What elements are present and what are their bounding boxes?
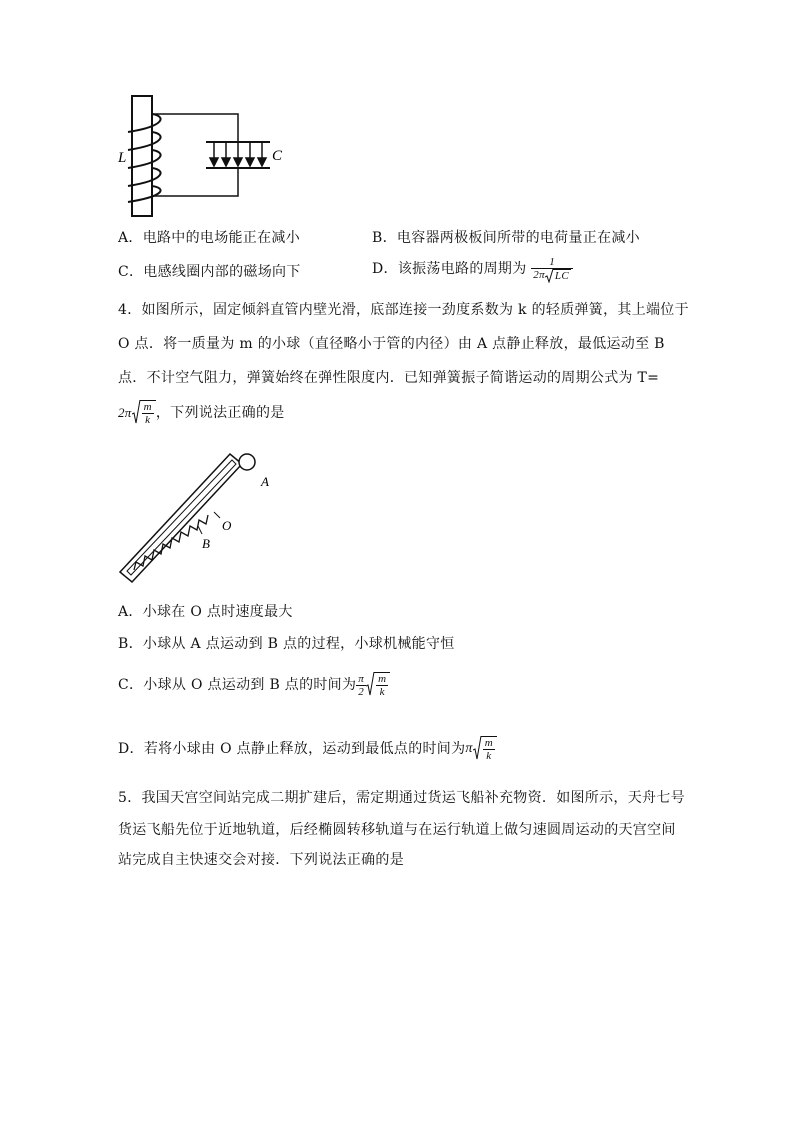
pi-over-two: $\frac{\pi}{2}$ — [358, 672, 365, 698]
q4-option-c-prefix: C．小球从 O 点运动到 B 点的时间为 — [118, 677, 357, 693]
q5-line-1: 5．我国天宫空间站完成二期扩建后，需定期通过货运飞船补充物资．如图所示，天舟七号 — [118, 790, 685, 806]
root-m-over-k: $\frac{m}{k}$ — [366, 672, 390, 698]
label-o: O — [222, 518, 232, 533]
q4-line-1: 4．如图所示，固定倾斜直管内壁光滑，底部连接一劲度系数为 k 的轻质弹簧，其上端位于 — [118, 302, 689, 318]
label-l: L — [118, 150, 127, 166]
q4-line-4 — [118, 400, 285, 426]
q5-line-2: 货运飞船先位于近地轨道，后经椭圆转移轨道与在运行轨道上做匀速圆周运动的天宫空间 — [118, 822, 676, 838]
q3-option-d-prefix: D．该振荡电路的周期为 — [372, 261, 527, 277]
q4-line-3: 点．不计空气阻力，弹簧始终在弹性限度内．已知弹簧振子简谐运动的周期公式为 T= — [118, 370, 660, 386]
inclined-tube-figure — [116, 448, 286, 588]
root-m-over-k-d: $\frac{m}{k}$ — [473, 736, 497, 762]
q3-option-b: B．电容器两极板间所带的电荷量正在减小 — [372, 230, 640, 246]
q3-option-d — [372, 256, 573, 282]
q3-option-c: C．电感线圈内部的磁场向下 — [118, 264, 301, 280]
label-b: B — [202, 536, 210, 551]
q4-option-d: D．若将小球由 O 点静止释放，运动到最低点的时间为π $\frac{m}{k}$ — [118, 736, 497, 762]
period-formula-prefix: 2π — [118, 405, 132, 420]
q4-option-d-prefix: D．若将小球由 O 点静止释放，运动到最低点的时间为 — [118, 741, 466, 757]
lc-circuit-figure — [110, 92, 300, 220]
q3-option-a: A．电路中的电场能正在减小 — [118, 230, 301, 246]
q4-option-c — [118, 672, 390, 698]
q3-period-fraction: 1 2π LC — [531, 256, 573, 282]
label-a: A — [261, 474, 269, 489]
q4-option-a: A．小球在 O 点时速度最大 — [118, 604, 293, 620]
q4-line-4-suffix: ，下列说法正确的是 — [155, 405, 285, 421]
q5-line-3: 站完成自主快速交会对接．下列说法正确的是 — [118, 852, 404, 868]
period-formula-root: $\frac{m}{k}$ — [132, 400, 156, 426]
label-c: C — [272, 148, 283, 164]
q4-line-2: O 点．将一质量为 m 的小球（直径略小于管的内径）由 A 点静止释放，最低运动至 B — [118, 336, 665, 352]
q4-option-b: B．小球从 A 点运动到 B 点的过程，小球机械能守恒 — [118, 636, 455, 652]
